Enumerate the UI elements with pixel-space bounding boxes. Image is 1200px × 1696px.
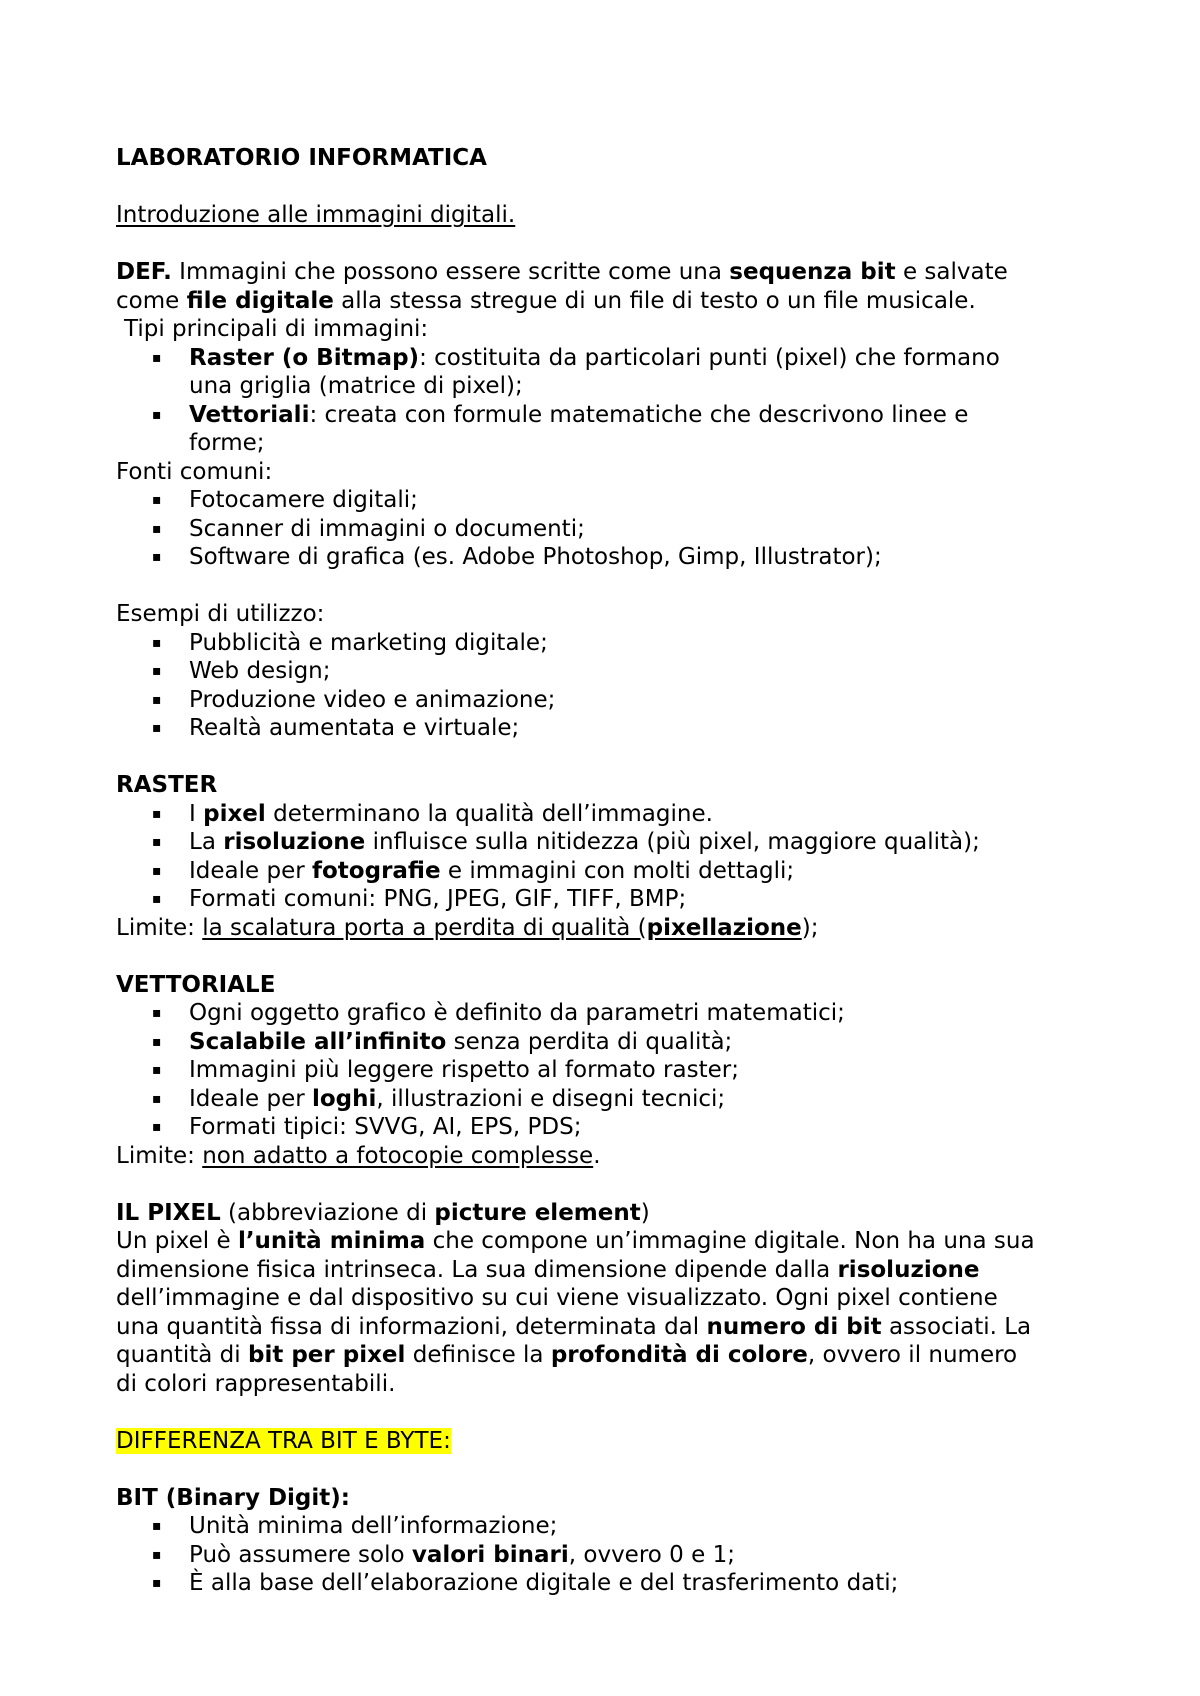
bullet-icon: ▪	[152, 891, 162, 907]
sources-heading: Fonti comuni:	[116, 458, 273, 485]
bullet-icon: ▪	[152, 406, 162, 423]
bullet-icon: ▪	[152, 805, 162, 822]
pixel-paragraph-line: una quantità fissa di informazioni, determinata dal numero di bit associati. La	[116, 1313, 1032, 1340]
list-item: ▪ Scanner di immagini o documenti;	[152, 515, 585, 542]
list-item: ▪ I pixel determinano la qualità dell’immagine.	[152, 800, 713, 827]
list-item: ▪ Pubblicità e marketing digitale;	[152, 629, 548, 656]
bullet-icon: ▪	[152, 1062, 162, 1078]
vector-heading: VETTORIALE	[116, 971, 276, 998]
bullet-icon: ▪	[152, 663, 162, 679]
bullet-icon: ▪	[152, 1033, 162, 1050]
list-item: ▪ Vettoriali: creata con formule matematiche che descrivono linee e	[152, 401, 969, 428]
bullet-icon: ▪	[152, 720, 162, 736]
image-types-heading: Tipi principali di immagini:	[124, 316, 429, 342]
definition-line-1: DEF. Immagini che possono essere scritte come una sequenza bit e salvate	[116, 259, 1008, 285]
list-item: ▪ È alla base dell’elaborazione digitale e del trasferimento dati;	[152, 1570, 899, 1596]
list-item: ▪ Formati comuni: PNG, JPEG, GIF, TIFF, BMP;	[152, 886, 687, 912]
bullet-icon: ▪	[152, 1575, 162, 1591]
vector-limit: Limite: non adatto a fotocopie complesse.	[116, 1142, 601, 1169]
bullet-icon: ▪	[152, 834, 162, 850]
bullet-icon: ▪	[152, 691, 162, 708]
bullet-icon: ▪	[152, 1090, 162, 1107]
list-item: ▪ Fotocamere digitali;	[152, 487, 418, 513]
pixel-paragraph-line: dell’immagine e dal dispositivo su cui viene visualizzato. Ogni pixel contiene	[116, 1285, 998, 1311]
list-item: ▪ Software di grafica (es. Adobe Photoshop, Gimp, Illustrator);	[152, 544, 882, 570]
intro-heading: Introduzione alle immagini digitali.	[116, 202, 516, 228]
bullet-icon: ▪	[152, 634, 162, 651]
list-item: ▪ Può assumere solo valori binari, ovvero 0 e 1;	[152, 1541, 735, 1568]
bullet-icon: ▪	[152, 549, 162, 565]
list-item: ▪ La risoluzione influisce sulla nitidezza (più pixel, maggiore qualità);	[152, 829, 980, 855]
list-item: ▪ Realtà aumentata e virtuale;	[152, 715, 520, 741]
list-item: ▪ Scalabile all’infinito senza perdita di qualità;	[152, 1028, 733, 1055]
document-title: LABORATORIO INFORMATICA	[116, 145, 487, 171]
list-item: ▪ Unità minima dell’informazione;	[152, 1513, 558, 1539]
pixel-paragraph-line: Un pixel è l’unità minima che compone un’immagine digitale. Non ha una sua	[116, 1228, 1035, 1254]
pixel-paragraph-line: quantità di bit per pixel definisce la profondità di colore, ovvero il numero	[116, 1342, 1018, 1368]
bullet-icon: ▪	[152, 1005, 162, 1021]
list-item: ▪ Raster (o Bitmap): costituita da particolari punti (pixel) che formano	[152, 344, 1000, 371]
bullet-icon: ▪	[152, 862, 162, 879]
pixel-paragraph-line: di colori rappresentabili.	[116, 1370, 396, 1397]
list-item-continuation: forme;	[189, 430, 265, 456]
list-item-continuation: una griglia (matrice di pixel);	[189, 373, 523, 399]
list-item: ▪ Produzione video e animazione;	[152, 686, 556, 713]
list-item: ▪ Ideale per fotografie e immagini con molti dettagli;	[152, 857, 795, 884]
bullet-icon: ▪	[152, 1119, 162, 1135]
list-item: ▪ Ideale per loghi, illustrazioni e disegni tecnici;	[152, 1085, 726, 1112]
pixel-heading: IL PIXEL (abbreviazione di picture element)	[116, 1199, 650, 1226]
bit-heading: BIT (Binary Digit):	[116, 1484, 350, 1511]
raster-limit: Limite: la scalatura porta a perdita di qualità (pixellazione);	[116, 914, 819, 941]
list-item: ▪ Immagini più leggere rispetto al formato raster;	[152, 1057, 739, 1083]
bit-byte-difference-heading: DIFFERENZA TRA BIT E BYTE:	[116, 1427, 451, 1454]
document-content	[116, 144, 1096, 1598]
examples-heading: Esempi di utilizzo:	[116, 601, 325, 627]
bullet-icon: ▪	[152, 1518, 162, 1534]
bullet-icon: ▪	[152, 1546, 162, 1563]
bullet-icon: ▪	[152, 349, 162, 366]
bullet-icon: ▪	[152, 492, 162, 508]
raster-heading: RASTER	[116, 772, 218, 798]
definition-line-2: come file digitale alla stessa stregue di un file di testo o un file musicale.	[116, 287, 976, 314]
bullet-icon: ▪	[152, 520, 162, 537]
list-item: ▪ Web design;	[152, 658, 331, 684]
list-item: ▪ Ogni oggetto grafico è definito da parametri matematici;	[152, 1000, 845, 1026]
pixel-paragraph-line: dimensione fisica intrinseca. La sua dimensione dipende dalla risoluzione	[116, 1256, 980, 1283]
list-item: ▪ Formati tipici: SVVG, AI, EPS, PDS;	[152, 1114, 582, 1140]
